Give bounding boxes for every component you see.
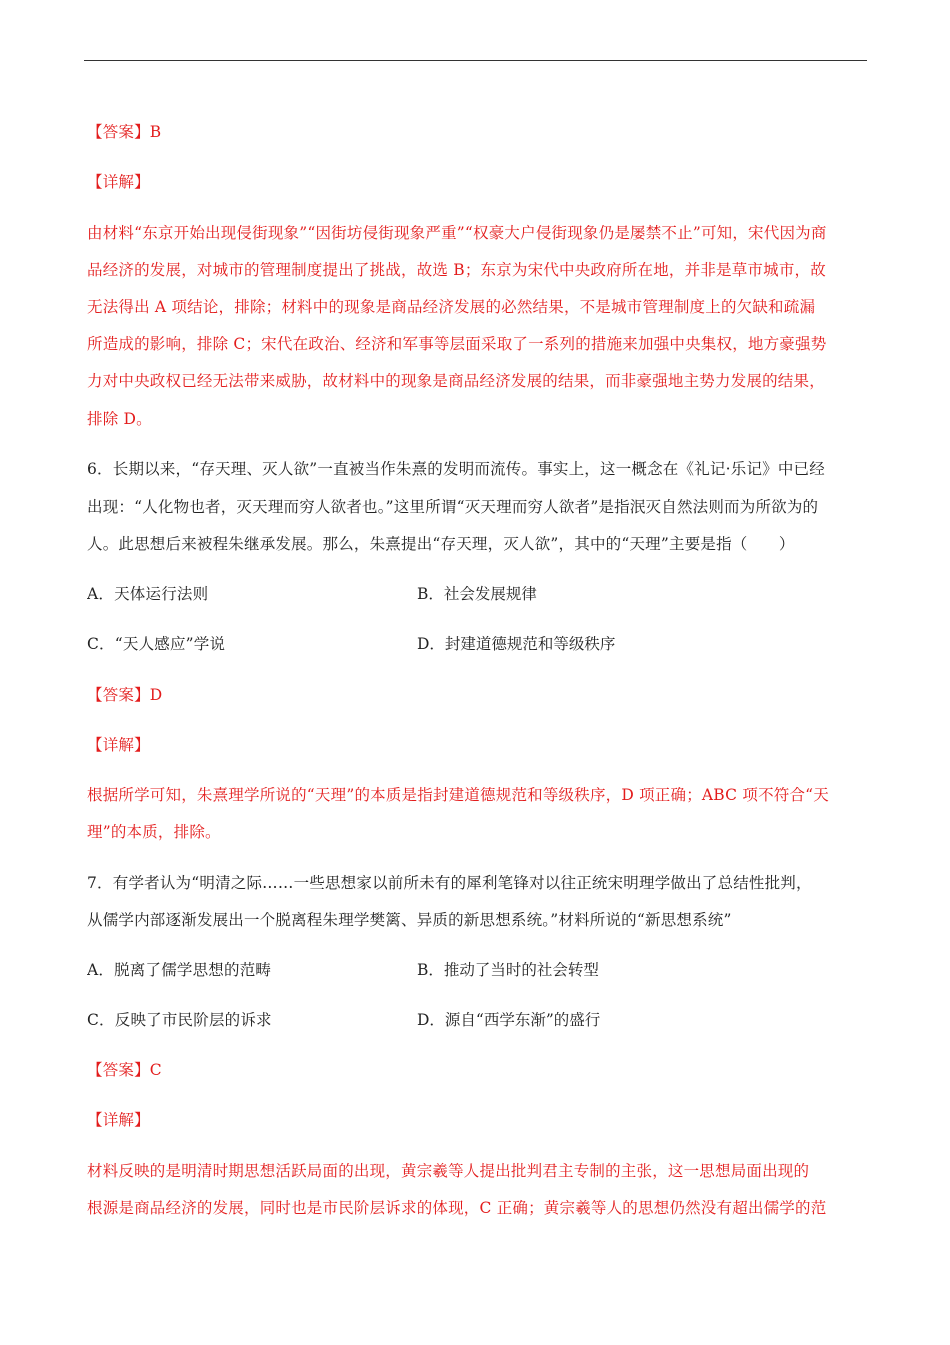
q7-explanation-line: 根源是商品经济的发展，同时也是市民阶层诉求的体现，C 正确；黄宗羲等人的思想仍然没有超出儒学的范 <box>87 1199 827 1217</box>
q7-option-c: C．反映了市民阶层的诉求 <box>87 1011 272 1029</box>
q6-option-b: B．社会发展规律 <box>417 585 537 603</box>
q6-stem-line: 6．长期以来，“存天理、灭人欲”一直被当作朱熹的发明而流传。事实上，这一概念在《礼记·乐记》中已经 <box>87 460 825 478</box>
q7-option-a: A．脱离了儒学思想的范畴 <box>87 961 272 979</box>
q5-explanation-line: 排除 D。 <box>87 410 152 428</box>
q7-stem-line: 从儒学内部逐渐发展出一个脱离程朱理学樊篱、异质的新思想系统。”材料所说的“新思想系统” <box>87 911 732 929</box>
q6-explanation-line: 根据所学可知，朱熹理学所说的“天理”的本质是指封建道德规范和等级秩序，D 项正确；ABC 项不符合“天 <box>87 786 829 804</box>
q7-option-b: B．推动了当时的社会转型 <box>417 961 599 979</box>
q7-detail-label: 【详解】 <box>87 1111 150 1129</box>
q7-explanation-line: 材料反映的是明清时期思想活跃局面的出现，黄宗羲等人提出批判君主专制的主张，这一思想局面出现的 <box>87 1162 810 1180</box>
q5-explanation-line: 无法得出 A 项结论，排除；材料中的现象是商品经济发展的必然结果，不是城市管理制度上的欠缺和疏漏 <box>87 298 816 316</box>
q5-explanation-line: 由材料“东京开始出现侵街现象”“因街坊侵街现象严重”“权豪大户侵街现象仍是屡禁不止”可知，宋代因为商 <box>87 224 827 242</box>
q7-stem-line: 7．有学者认为“明清之际……一些思想家以前所未有的犀利笔锋对以往正统宋明理学做出了总结性批判， <box>87 874 812 892</box>
q5-detail-label: 【详解】 <box>87 173 150 191</box>
header-rule <box>84 60 867 61</box>
q7-option-d: D．源自“西学东渐”的盛行 <box>417 1011 601 1029</box>
q6-option-d: D．封建道德规范和等级秩序 <box>417 635 616 653</box>
q5-answer: 【答案】B <box>87 123 162 141</box>
q6-stem-line: 出现：“人化物也者，灭天理而穷人欲者也。”这里所谓“灭天理而穷人欲者”是指泯灭自然法则而为所欲为的 <box>87 498 819 516</box>
q6-explanation-line: 理”的本质，排除。 <box>87 823 221 841</box>
q5-explanation-line: 品经济的发展，对城市的管理制度提出了挑战，故选 B；东京为宋代中央政府所在地，并非是草市城市，故 <box>87 261 826 279</box>
q7-answer: 【答案】C <box>87 1061 162 1079</box>
q5-explanation-line: 所造成的影响，排除 C；宋代在政治、经济和军事等层面采取了一系列的措施来加强中央集权，地方豪强势 <box>87 335 827 353</box>
q5-explanation-line: 力对中央政权已经无法带来威胁，故材料中的现象是商品经济发展的结果，而非豪强地主势力发展的结果， <box>87 372 825 390</box>
q6-stem-line: 人。此思想后来被程朱继承发展。那么，朱熹提出“存天理，灭人欲”，其中的“天理”主要是指（ ） <box>87 535 795 553</box>
q6-option-c: C．“天人感应”学说 <box>87 635 226 653</box>
q6-option-a: A．天体运行法则 <box>87 585 209 603</box>
q6-answer: 【答案】D <box>87 686 163 704</box>
q6-detail-label: 【详解】 <box>87 736 150 754</box>
